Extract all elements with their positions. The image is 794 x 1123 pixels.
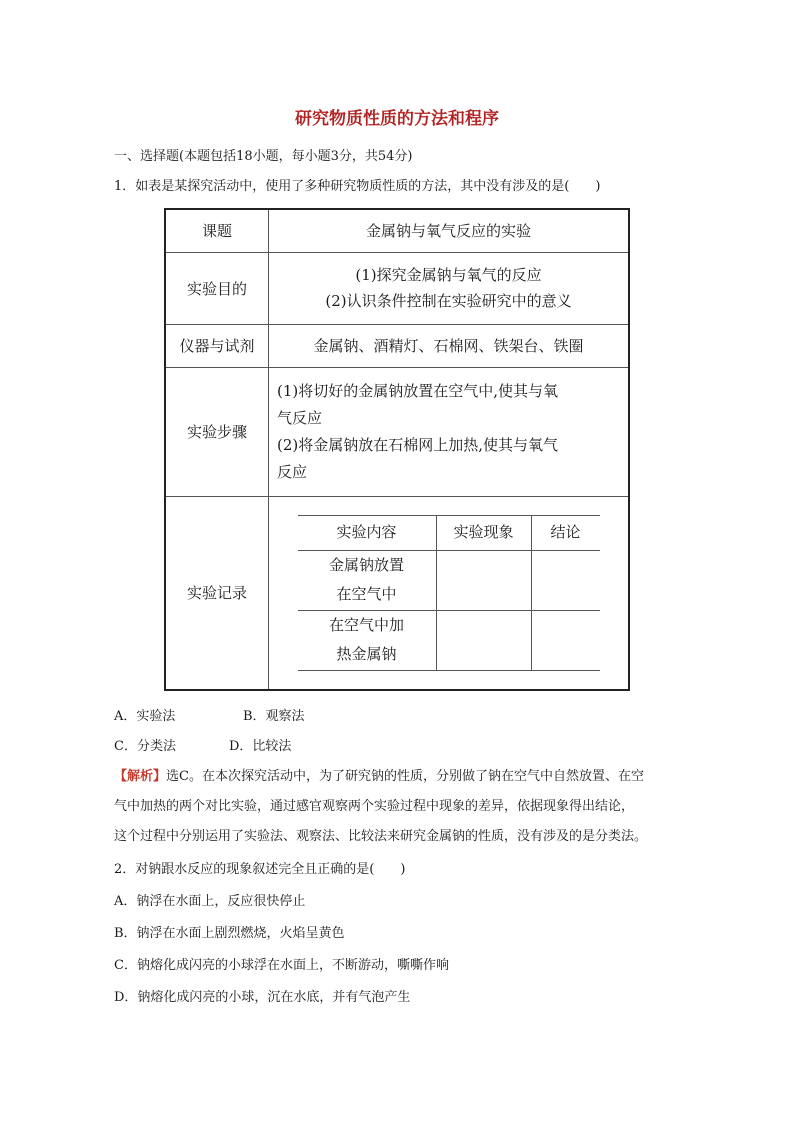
content-line: (1)将切好的金属钠放置在空气中,使其与氧 xyxy=(277,381,559,400)
table-row xyxy=(165,324,629,367)
row-label: 课题 xyxy=(165,209,269,252)
row-label: 实验步骤 xyxy=(165,367,269,496)
analysis-line: 气中加热的两个对比实验，通过感官观察两个实验过程中现象的差异，依据现象得出结论， xyxy=(114,799,635,814)
question-2-stem: 2．对钠跟水反应的现象叙述完全且正确的是( ) xyxy=(114,862,406,877)
content-line: (2)认识条件控制在实验研究中的意义 xyxy=(325,292,572,310)
record-line: 金属钠放置 xyxy=(328,556,404,575)
option-a: A．实验法 xyxy=(114,709,176,724)
q2-option-b: B．钠浮在水面上剧烈燃烧，火焰呈黄色 xyxy=(114,926,345,941)
table-row xyxy=(165,367,629,496)
record-line: 在空气中加 xyxy=(328,616,404,635)
table-row xyxy=(165,496,629,690)
record-line: 热金属钠 xyxy=(336,645,397,664)
record-cell-content xyxy=(298,610,437,670)
analysis-line: 这个过程中分别运用了实验法、观察法、比较法来研究金属钠的性质，没有涉及的是分类法。 xyxy=(114,829,648,844)
record-cell-phenomenon xyxy=(436,550,531,610)
q2-option-c: C．钠熔化成闪亮的小球浮在水面上，不断游动，嘶嘶作响 xyxy=(114,958,449,973)
analysis-tag: 【解析】 xyxy=(114,769,167,784)
row-label: 仪器与试剂 xyxy=(165,324,269,367)
record-cell-conclusion xyxy=(531,610,600,670)
content-line: (1)探究金属钠与氧气的反应 xyxy=(355,266,542,284)
row-content xyxy=(269,367,630,496)
row-label: 实验目的 xyxy=(165,252,269,324)
q2-option-a: A．钠浮在水面上，反应很快停止 xyxy=(114,894,306,909)
record-cell xyxy=(269,496,630,690)
record-row xyxy=(298,610,600,670)
question-1-stem: 1．如表是某探究活动中，使用了多种研究物质性质的方法，其中没有涉及的是( ) xyxy=(114,179,601,194)
record-cell-content xyxy=(298,550,437,610)
row-label: 实验记录 xyxy=(165,496,269,690)
content-line: 反应 xyxy=(277,462,308,481)
content-line: 气反应 xyxy=(277,408,323,427)
analysis-line: 选C。在本次探究活动中，为了研究钠的性质，分别做了钠在空气中自然放置、在空 xyxy=(166,769,644,784)
record-header: 结论 xyxy=(531,515,600,550)
record-line: 在空气中 xyxy=(336,585,397,604)
section-heading: 一、选择题(本题包括18小题，每小题3分，共54分) xyxy=(114,149,413,164)
record-table xyxy=(298,515,600,671)
record-header: 实验内容 xyxy=(298,515,437,550)
option-d: D．比较法 xyxy=(229,739,292,754)
row-content: 金属钠、酒精灯、石棉网、铁架台、铁圈 xyxy=(269,324,630,367)
table-row xyxy=(165,252,629,324)
analysis-paragraph xyxy=(114,767,644,787)
q2-option-d: D．钠熔化成闪亮的小球，沉在水底，并有气泡产生 xyxy=(114,990,411,1005)
record-header: 实验现象 xyxy=(436,515,531,550)
record-row xyxy=(298,550,600,610)
record-header-row xyxy=(298,515,600,550)
page-title: 研究物质性质的方法和程序 xyxy=(295,109,499,129)
option-b: B．观察法 xyxy=(243,709,305,724)
row-content xyxy=(269,252,630,324)
record-cell-phenomenon xyxy=(436,610,531,670)
record-cell-conclusion xyxy=(531,550,600,610)
table-row xyxy=(165,209,629,252)
experiment-table xyxy=(164,208,630,691)
option-c: C．分类法 xyxy=(114,739,176,754)
row-content: 金属钠与氧气反应的实验 xyxy=(269,209,630,252)
content-line: (2)将金属钠放在石棉网上加热,使其与氧气 xyxy=(277,435,559,454)
